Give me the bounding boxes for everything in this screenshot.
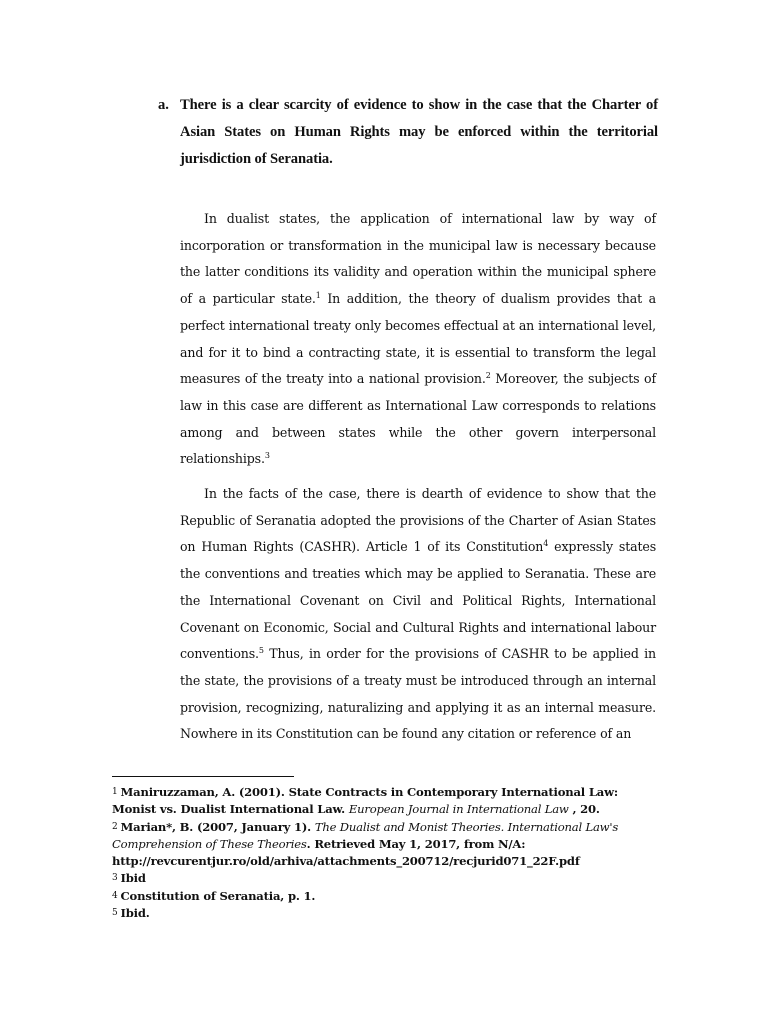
heading-text: There is a clear scarcity of evidence to show in the case that the Charter of Asian States on Human Rights may be enforced within the territorial jurisdiction of Seranatia. bbox=[180, 97, 658, 167]
footnote-text: Marian*, B. (2007, January 1). bbox=[120, 819, 315, 834]
footnote bbox=[112, 905, 652, 922]
paragraph-text: In the facts of the case, there is dearth of evidence to show that the Republic of Seranatia adopted the provisions of the Charter of Asian States on Human Rights (CASHR). Article 1 of its Constitution bbox=[180, 486, 656, 555]
footnote bbox=[112, 888, 652, 905]
footnote-text: Maniruzzaman, A. (2001). State Contracts in Contemporary International Law: Monist vs. Dualist International Law. bbox=[112, 785, 618, 817]
section-heading bbox=[158, 92, 658, 173]
footnote-reference: 3 bbox=[264, 451, 270, 461]
body-text bbox=[180, 206, 656, 756]
footnote bbox=[112, 784, 652, 819]
footnote-reference: 2 bbox=[485, 371, 491, 381]
heading-marker: a. bbox=[158, 97, 169, 113]
footnote bbox=[112, 870, 652, 887]
footnote-number: 3 bbox=[112, 873, 118, 884]
footnote-text: Ibid bbox=[120, 871, 146, 886]
paragraph-text: Thus, in order for the provisions of CASHR to be applied in the state, the provisions of a treaty must be introduced through an internal provision, recognizing, naturalizing and applying it as an internal measure. Nowhere in its Constitution can be found any citation or reference of an bbox=[180, 646, 656, 742]
footnote-number: 1 bbox=[112, 787, 118, 797]
footnote-number: 5 bbox=[112, 908, 118, 919]
footnote-text: , 20. bbox=[568, 802, 600, 817]
paragraph-text: In addition, the theory of dualism provides that a perfect international treaty only becomes effectual at an international level, and for it to bind a contracting state, it is essential to transform the legal measures of the treaty into a national provision. bbox=[180, 291, 656, 387]
footnote-text: European Journal in International Law bbox=[348, 802, 569, 817]
footnote-text: The Dualist and Monist Theories. International Law's Comprehension of These Theories bbox=[112, 819, 619, 851]
paragraph-text: expressly states the conventions and treaties which may be applied to Seranatia. These are the International Covenant on Civil and Political Rights, International Covenant on Economic, Social and Cultural Rights and international labour conventions. bbox=[180, 539, 657, 662]
footnote-number: 2 bbox=[112, 821, 118, 832]
paragraph-text: In dualist states, the application of international law by way of incorporation or transformation in the municipal law is necessary because the latter conditions its validity and operation within the municipal sphere of a particular state. bbox=[180, 211, 656, 307]
footnote-text: . Retrieved May 1, 2017, from N/A: http://revcurentjur.ro/old/arhiva/attachments_200712/recjurid071_22F.pdf bbox=[112, 836, 580, 869]
body-paragraph bbox=[180, 481, 656, 748]
body-paragraph bbox=[180, 206, 656, 473]
footnote-reference: 1 bbox=[315, 290, 321, 300]
paragraph-text: Moreover, the subjects of law in this case are different as International Law corresponds to relations among and between states while the other govern interpersonal relationships. bbox=[180, 371, 656, 467]
footnote-reference: 4 bbox=[543, 539, 549, 549]
footnote-reference: 5 bbox=[258, 646, 264, 656]
footnotes bbox=[112, 784, 652, 922]
footnote-number: 4 bbox=[112, 890, 118, 901]
footnote-text: Ibid. bbox=[120, 906, 150, 921]
footnote bbox=[112, 819, 652, 871]
footnote-separator bbox=[112, 776, 294, 777]
footnote-text: Constitution of Seranatia, p. 1. bbox=[120, 888, 316, 903]
